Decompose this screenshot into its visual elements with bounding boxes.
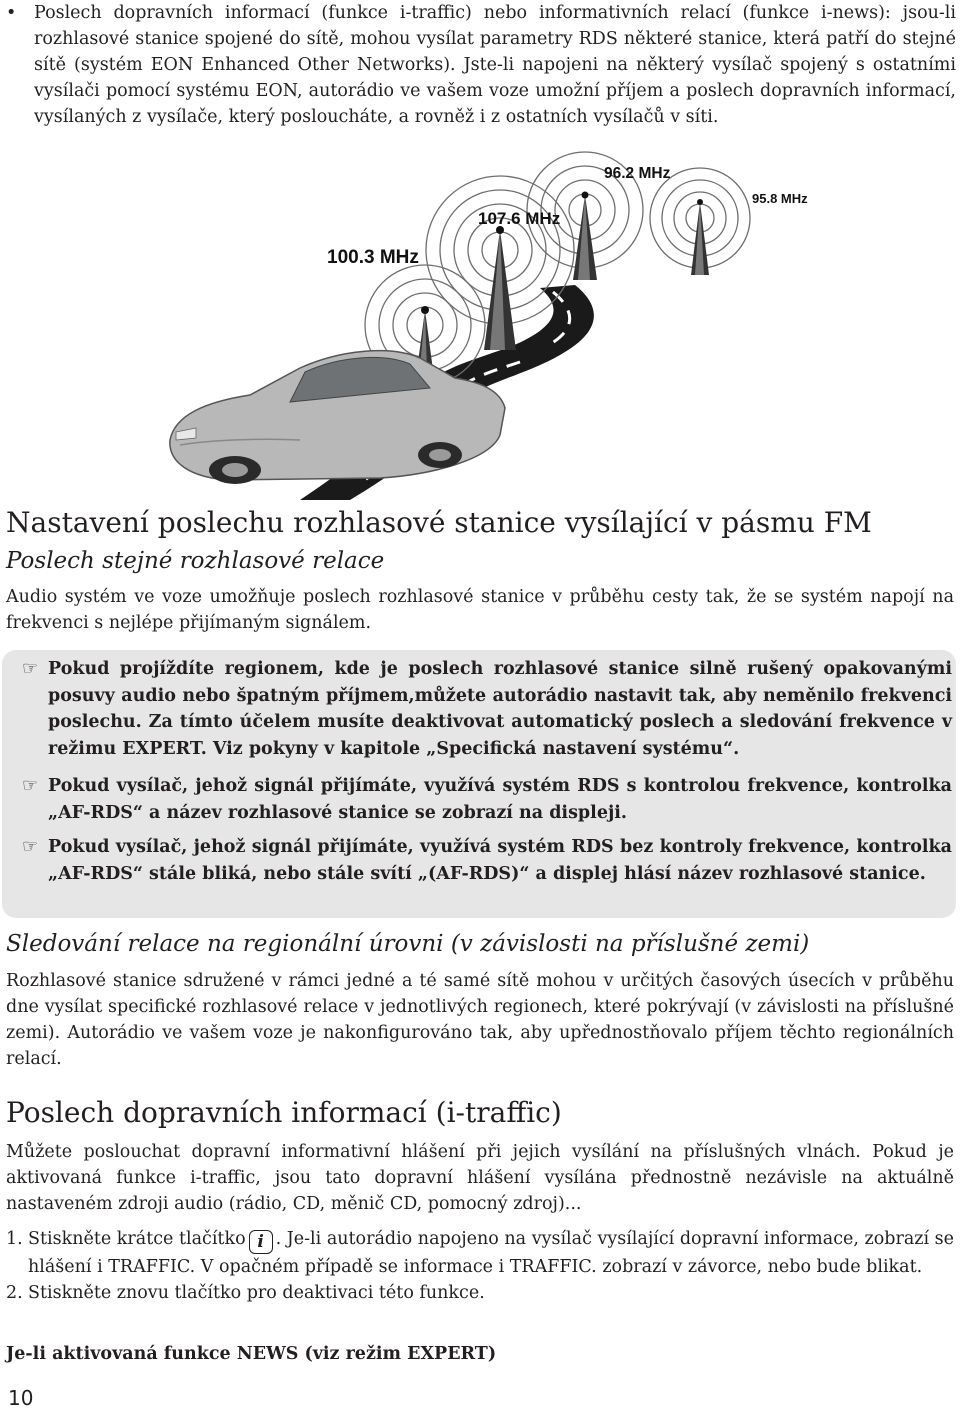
step-1-text-b: . Je-li autorádio napojeno na vysílač vysílající dopravní informace, zobrazí se hlášení i TRAFFIC. V opačném případě se informace i TRAFFIC. zobrazí v závorce, nebo bude blikat. [28,1229,954,1277]
freq-label-96-2: 96.2 MHz [604,165,671,182]
section-traffic-text: Můžete poslouchat dopravní informativní hlášení při jejich vysílání na příslušných vlnách. Pokud je aktivovaná funkce i-traffic, jsou tato dopravní hlášení vysílána přednostně nezávisle na aktuálně nastaveném zdroji audio (rádio, CD, měnič CD, pomocný zdroj)... [6,1142,954,1214]
rds-network-illustration [0,140,960,500]
freq-label-107-6: 107.6 MHz [478,209,561,228]
pointing-hand-icon: ☞ [22,836,39,857]
page-number: 10 [8,1386,34,1410]
section-fm-text: Audio systém ve voze umožňuje poslech rozhlasové stanice v průběhu cesty tak, že se systém napojí na frekvenci s nejlépe přijímaným signálem. [6,587,954,633]
note-1-text: Pokud projíždíte regionem, kde je poslech rozhlasové stanice silně rušený opakovanými posuvy audio nebo špatným příjmem,můžete autorádio nastavit tak, aby neměnilo frekvenci poslechu. Za tímto účelem musíte deaktivovat automatický poslech a sledování frekvence v režimu EXPERT. Viz pokyny v kapitole „Specifická nastavení systému“. [48,659,952,759]
step-1 [6,1226,954,1280]
freq-label-95-8: 95.8 MHz [752,191,808,206]
section-traffic-title: Poslech dopravních informací (i-traffic) [6,1096,562,1129]
pointing-hand-icon: ☞ [22,775,39,796]
info-button-icon: i [249,1230,273,1254]
step-1-number: 1. [6,1229,23,1249]
step-1-text-a: Stiskněte krátce tlačítko [28,1229,246,1249]
note-2 [22,773,952,826]
transmitter-95-8 [650,168,750,275]
steps-list [6,1226,954,1306]
news-heading: Je-li aktivovaná funkce NEWS (viz režim EXPERT) [6,1344,497,1364]
section-regional-title: Sledování relace na regionální úrovni (v závislosti na příslušné zemi) [6,931,810,957]
note-3 [22,834,952,887]
bullet-icon: • [6,3,17,23]
note-1 [22,656,952,762]
section-regional-text: Rozhlasové stanice sdružené v rámci jedné a té samé sítě mohou v určitých časových úsecích v průběhu dne vysílat specifické rozhlasové relace v jednotlivých regionech, které pokrývají (v závislosti na příslušné zemi). Autorádio ve vašem voze je nakonfigurováno tak, aby upřednostňovalo příjem těchto regionálních relací. [6,971,954,1069]
section-fm-title: Nastavení poslechu rozhlasové stanice vysílající v pásmu FM [6,506,872,539]
intro-text: Poslech dopravních informací (funkce i-traffic) nebo informativních relací (funkce i-news): jsou-li rozhlasové stanice spojené do sítě, mohou vysílat parametry RDS některé stanice, která patří do stejné sítě (systém EON Enhanced Other Networks). Jste-li napojeni na některý vysílač spojený s ostatními vysílači pomocí systému EON, autorádio ve vašem voze umožní příjem a poslech dopravních informací, vysílaných z vysílače, který posloucháte, a rovněž i z ostatních vysílačů v síti. [34,3,956,127]
step-2-number: 2. [6,1283,23,1303]
note-3-text: Pokud vysílač, jehož signál přijímáte, využívá systém RDS bez kontroly frekvence, kontrolka „AF-RDS“ stále bliká, nebo stále svítí „(AF-RDS)“ a displej hlásí název rozhlasové stanice. [48,837,952,884]
step-2 [6,1280,954,1306]
intro-paragraph [6,0,956,130]
pointing-hand-icon: ☞ [22,658,39,679]
section-fm-subtitle: Poslech stejné rozhlasové relace [6,548,385,574]
note-2-text: Pokud vysílač, jehož signál přijímáte, využívá systém RDS s kontrolou frekvence, kontrolka „AF-RDS“ a název rozhlasové stanice se zobrazí na displeji. [48,776,952,823]
freq-label-100-3: 100.3 MHz [327,247,419,268]
step-2-text: Stiskněte znovu tlačítko pro deaktivaci této funkce. [28,1283,485,1303]
